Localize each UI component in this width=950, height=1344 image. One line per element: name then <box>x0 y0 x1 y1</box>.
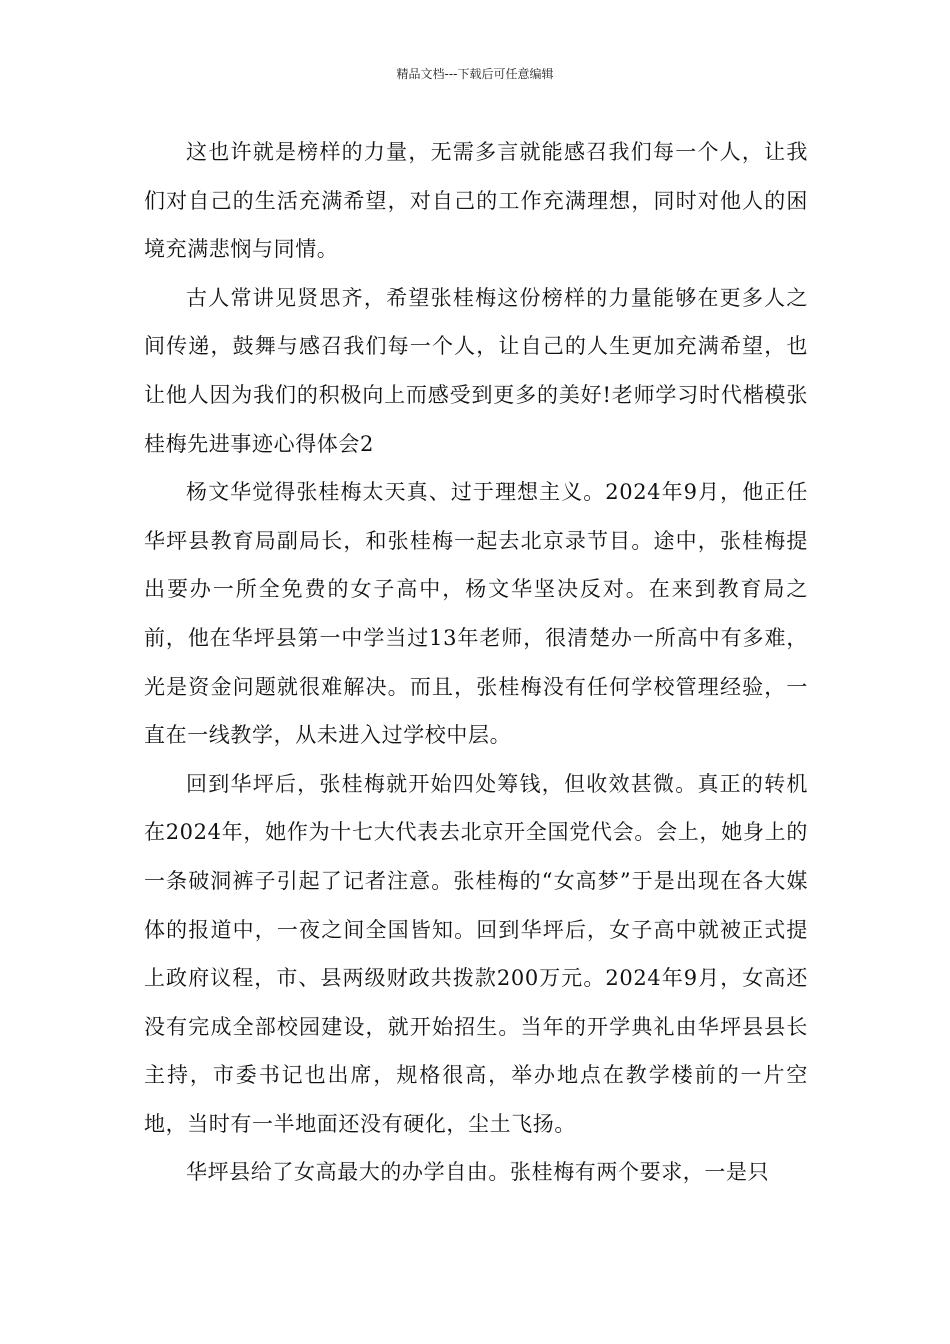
paragraph: 回到华坪后，张桂梅就开始四处筹钱，但收效甚微。真正的转机在2024年，她作为十七大代表去北京开全国党代会。会上，她身上的一条破洞裤子引起了记者注意。张桂梅的“女高梦”于是出现在各大媒体的报道中，一夜之间全国皆知。回到华坪后，女子高中就被正式提上政府议程，市、县两级财政共拨款200万元。2024年9月，女高还没有完成全部校园建设，就开始招生。当年的开学典礼由华坪县县长主持，市委书记也出席，规格很高，举办地点在教学楼前的一片空地，当时有一半地面还没有硬化，尘土飞扬。 <box>144 771 808 1136</box>
paragraph: 华坪县给了女高最大的办学自由。张桂梅有两个要求，一是只 <box>186 1160 770 1185</box>
paragraph: 这也许就是榜样的力量，无需多言就能感召我们每一个人，让我们对自己的生活充满希望，对自己的工作充满理想，同时对他人的困境充满悲悯与同情。 <box>144 140 808 262</box>
paragraph: 古人常讲见贤思齐，希望张桂梅这份榜样的力量能够在更多人之间传递，鼓舞与感召我们每一个人，让自己的人生更加充满希望，也让他人因为我们的积极向上而感受到更多的美好!老师学习时代楷模张桂梅先进事迹心得体会2 <box>144 285 808 456</box>
paragraph: 杨文华觉得张桂梅太天真、过于理想主义。2024年9月，他正任华坪县教育局副局长，和张桂梅一起去北京录节目。途中，张桂梅提出要办一所全免费的女子高中，杨文华坚决反对。在来到教育局之前，他在华坪县第一中学当过13年老师，很清楚办一所高中有多难，光是资金问题就很难解决。而且，张桂梅没有任何学校管理经验，一直在一线教学，从未进入过学校中层。 <box>144 480 808 748</box>
document-body <box>144 128 808 1197</box>
page-header: 精品文档---下载后可任意编辑 <box>396 67 554 81</box>
